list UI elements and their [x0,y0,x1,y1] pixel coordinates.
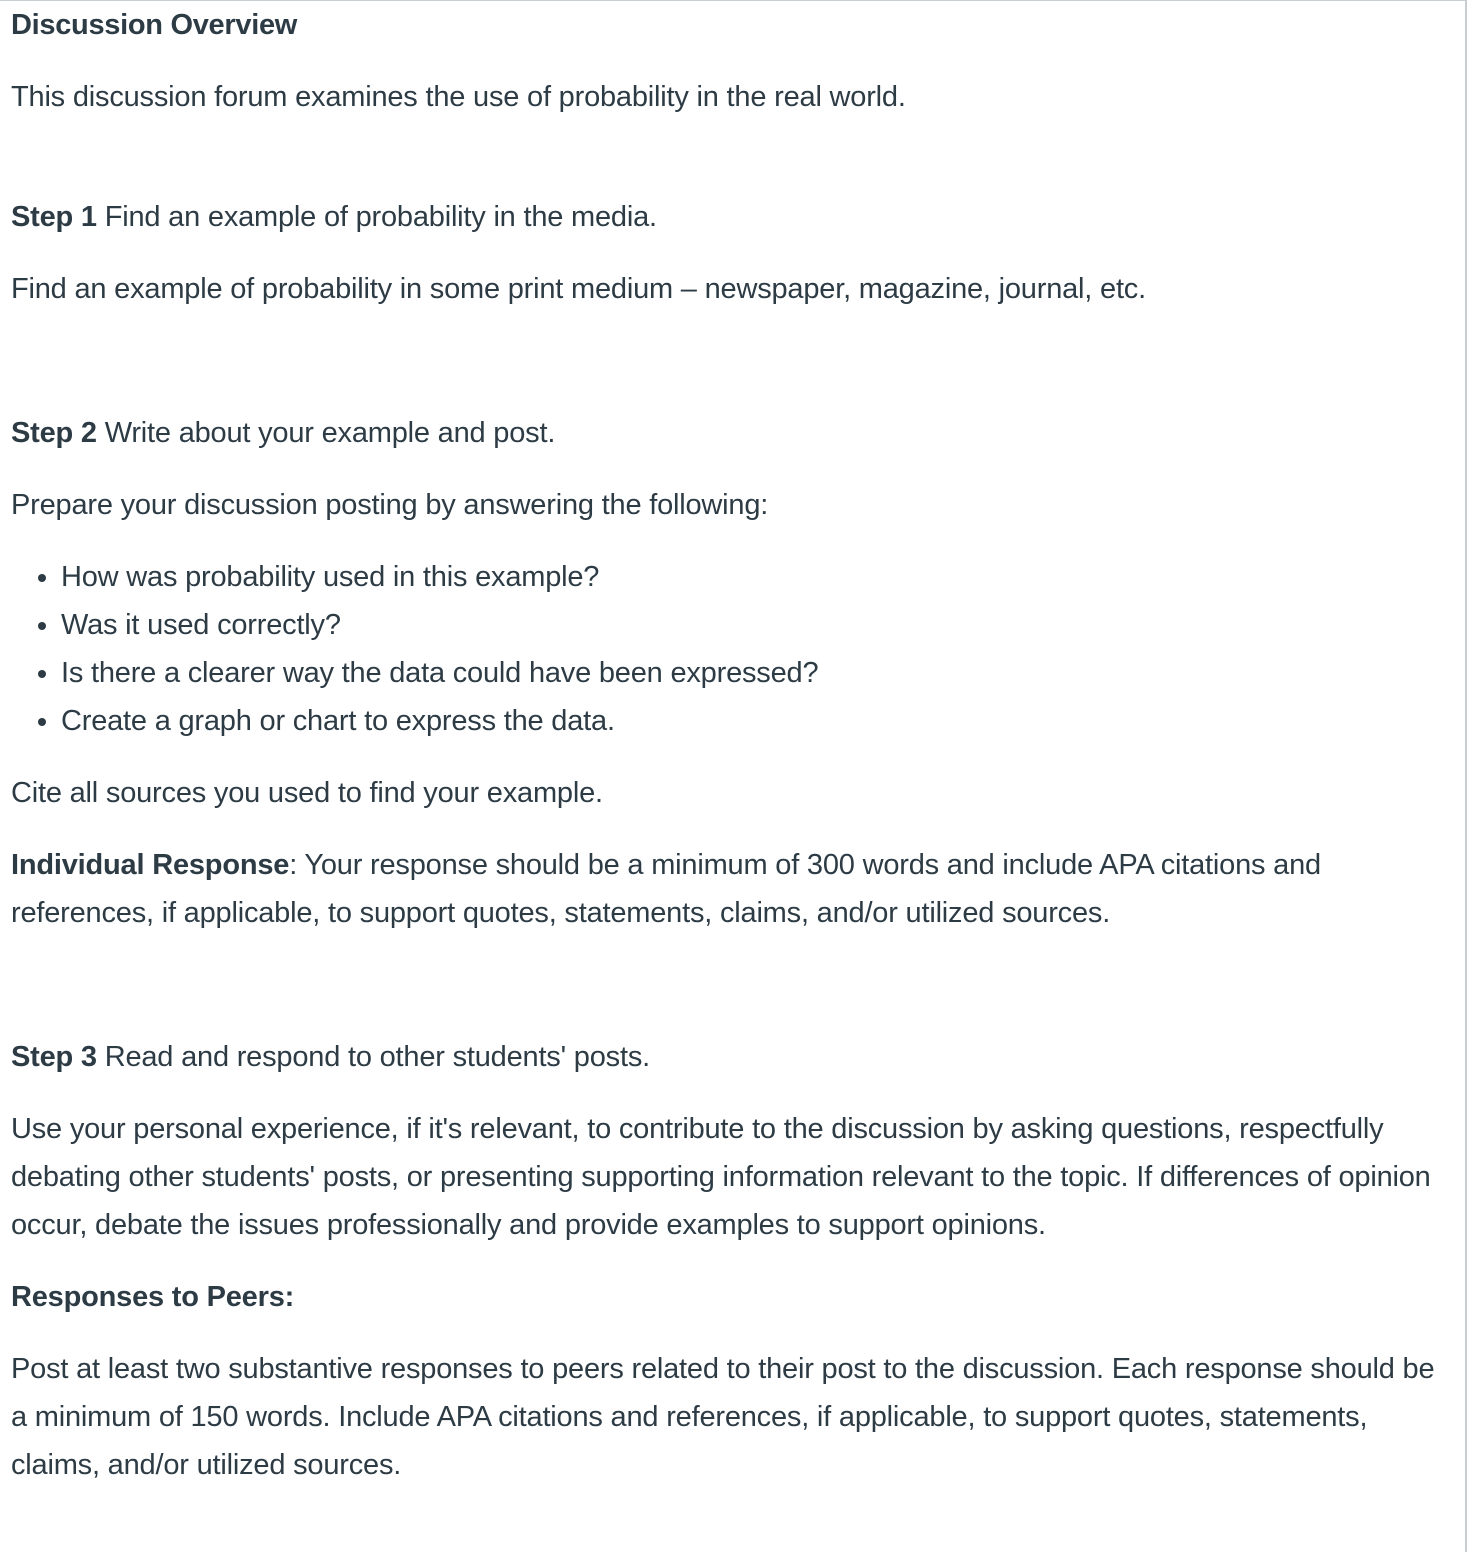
step2-title: Write about your example and post. [96,417,556,449]
step1-body: Find an example of probability in some print medium – newspaper, magazine, journal, etc. [11,273,1146,305]
individual-response-label: Individual Response [11,849,290,881]
step1-title: Find an example of probability in the media. [96,201,657,233]
individual-response-text: : Your response should be a minimum of 300 words and include APA citations and references, if applicable, to support quotes, statements, claims, and/or utilized sources. [11,849,1321,929]
list-item: • How was probability used in this example? [61,553,1451,601]
step3-label: Step 3 [11,1041,97,1073]
step3-title: Read and respond to other students' posts. [96,1041,650,1073]
step2-prompt: Prepare your discussion posting by answering the following: [11,489,769,521]
peers-heading [11,1273,1451,1321]
discussion-content [11,1,1451,1489]
list-item: • Is there a clearer way the data could have been expressed? [61,649,1451,697]
step1-heading [11,193,1451,241]
step3-heading [11,1033,1451,1081]
peers-body: Post at least two substantive responses to peers related to their post to the discussion. Each response should be a minimum of 150 words. Include APA citations and references, if applicable, to support quotes, statements, claims, and/or utilized sources. [11,1353,1435,1481]
question-list [11,553,1451,745]
peers-heading-label: Responses to Peers: [11,1281,295,1313]
individual-response [11,841,1451,937]
cite-paragraph: Cite all sources you used to find your example. [11,777,603,809]
page-title: Discussion Overview [11,9,298,41]
list-item: • Create a graph or chart to express the data. [61,697,1451,745]
step2-label: Step 2 [11,417,97,449]
intro-paragraph: This discussion forum examines the use of probability in the real world. [11,81,906,113]
step1-label: Step 1 [11,201,97,233]
step2-heading [11,409,1451,457]
step3-body: Use your personal experience, if it's relevant, to contribute to the discussion by asking questions, respectfully debating other students' posts, or presenting supporting information relevant to the topic. If differences of opinion occur, debate the issues professionally and provide examples to support opinions. [11,1113,1431,1241]
list-item: • Was it used correctly? [61,601,1451,649]
